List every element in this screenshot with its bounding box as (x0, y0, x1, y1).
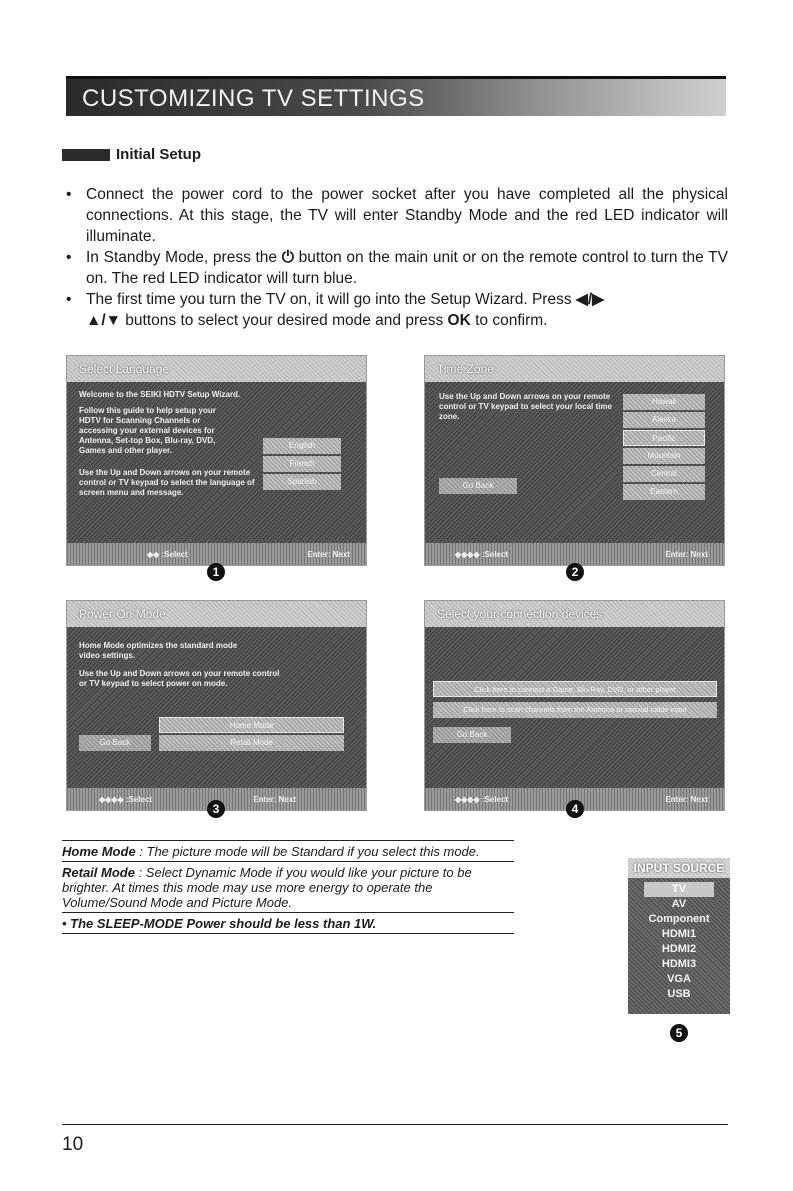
input-item-tv[interactable]: TV (644, 882, 714, 897)
select-hint: ◆◆◆◆ :Select (455, 795, 509, 804)
option-hawaii[interactable]: Hawaii (623, 394, 705, 410)
notes-block (62, 840, 514, 934)
next-hint: Enter: Next (665, 795, 708, 804)
page-number: 10 (62, 1134, 84, 1155)
sleep-mode-note: • The SLEEP-MODE Power should be less than 1W. (62, 912, 514, 934)
instruction-text: Use the Up and Down arrows on your remote control or TV keypad to select power on mode. (79, 669, 280, 688)
option-home-mode[interactable]: Home Mode (159, 717, 344, 733)
next-hint: Enter: Next (253, 795, 296, 804)
input-item-hdmi3[interactable]: HDMI3 (661, 958, 697, 970)
bullet-text: Connect the power cord to the power socket after you have completed all the physical connections. At this stage, the TV will enter Standby Mode and the red LED indicator will illuminate. (86, 186, 728, 245)
step-badge: 3 (207, 800, 225, 818)
next-hint: Enter: Next (665, 550, 708, 559)
home-mode-text: Home Mode optimizes the standard mode video settings. (79, 641, 238, 660)
up-down-arrows-icon: ▲/▼ (86, 312, 121, 329)
bullet-item: • The first time you turn the TV on, it will go into the Setup Wizard. Press ◀/▶ ▲/▼ buttons to select your desired mode and press OK to confirm. (66, 291, 605, 329)
option-spanish[interactable]: Spanish (263, 474, 341, 490)
input-item-vga[interactable]: VGA (667, 973, 691, 985)
screen-title: Power On Mode (67, 601, 366, 627)
input-source-panel (628, 858, 730, 1014)
input-item-usb[interactable]: USB (667, 988, 691, 1000)
footer-rule (62, 1124, 728, 1125)
section-heading (62, 146, 201, 163)
option-retail-mode[interactable]: Retail Mode (159, 735, 344, 751)
screen-title: Select Language (67, 356, 366, 382)
input-source-title: INPUT SOURCE (628, 858, 730, 878)
instruction-text: Use the Up and Down arrows on your remote control or TV keypad to select the language of screen menu and message. (79, 468, 255, 497)
section-marker (62, 149, 110, 161)
screen-title: Time Zone (425, 356, 724, 382)
next-hint: Enter: Next (307, 550, 350, 559)
left-right-arrows-icon: ◀/▶ (575, 291, 605, 308)
select-hint: ◆◆◆◆ :Select (99, 795, 153, 804)
input-item-hdmi2[interactable]: HDMI2 (661, 943, 697, 955)
step-badge: 5 (670, 1024, 688, 1042)
guide-text: Follow this guide to help setup your HDTV for Scanning Channels or accessing your external devices for Antenna, Set-top Box, Blu-ray, DVD, Games and other player. (79, 406, 216, 455)
screen-time-zone (424, 355, 725, 566)
home-mode-note: Home Mode : The picture mode will be Standard if you select this mode. (62, 840, 514, 861)
input-source-list (628, 882, 730, 1002)
screen-connection-devices (424, 600, 725, 811)
screen-footer (425, 543, 724, 565)
option-eastern[interactable]: Eastern (623, 484, 705, 500)
go-back-button[interactable]: Go Back (439, 478, 517, 494)
retail-mode-note: Retail Mode : Select Dynamic Mode if you would like your picture to be brighter. At times this mode may use more energy to operate the Volume/Sound Mode and Picture Mode. (62, 861, 514, 912)
select-hint: ◆◆ :Select (147, 550, 188, 559)
input-item-component[interactable]: Component (648, 913, 710, 925)
input-item-hdmi1[interactable]: HDMI1 (661, 928, 697, 940)
option-scan-channels[interactable]: Click here to scan channels from the Antenna or coaxial cable input (433, 702, 717, 718)
step-badge: 1 (207, 563, 225, 581)
bullet-list (66, 184, 728, 331)
option-connect-player[interactable]: Click here to connect a Game, Blu-Ray, DVD, or other player (433, 681, 717, 697)
page-title: CUSTOMIZING TV SETTINGS (82, 85, 425, 112)
screen-power-on-mode (66, 600, 367, 811)
bullet-item: • In Standby Mode, press the ⏻ button on the main unit or on the remote control to turn the TV on. The red LED indicator will turn blue. (66, 249, 728, 287)
step-badge: 2 (566, 563, 584, 581)
screen-title: Select your connection devices (425, 601, 724, 627)
screen-select-language (66, 355, 367, 566)
step-badge: 4 (566, 800, 584, 818)
option-alaska[interactable]: Alaska (623, 412, 705, 428)
select-hint: ◆◆◆◆ :Select (455, 550, 509, 559)
option-pacific[interactable]: Pacific (623, 430, 705, 446)
go-back-button[interactable]: Go Back (79, 735, 151, 751)
bullet-item: • Connect the power cord to the power socket after you have completed all the physical connections. At this stage, the TV will enter Standby Mode and the red LED indicator will illuminate. (66, 186, 728, 245)
go-back-button[interactable]: Go Back (433, 727, 511, 743)
screen-footer (67, 543, 366, 565)
option-english[interactable]: English (263, 438, 341, 454)
option-mountain[interactable]: Mountain (623, 448, 705, 464)
section-title: Initial Setup (116, 146, 202, 163)
header-band (66, 76, 726, 116)
welcome-text: Welcome to the SEIKI HDTV Setup Wizard. (79, 390, 241, 399)
input-item-av[interactable]: AV (671, 898, 687, 910)
option-french[interactable]: French (263, 456, 341, 472)
instruction-text: Use the Up and Down arrows on your remote control or TV keypad to select your local time zone. (439, 392, 612, 421)
power-icon: ⏻ (281, 249, 294, 266)
option-central[interactable]: Central (623, 466, 705, 482)
